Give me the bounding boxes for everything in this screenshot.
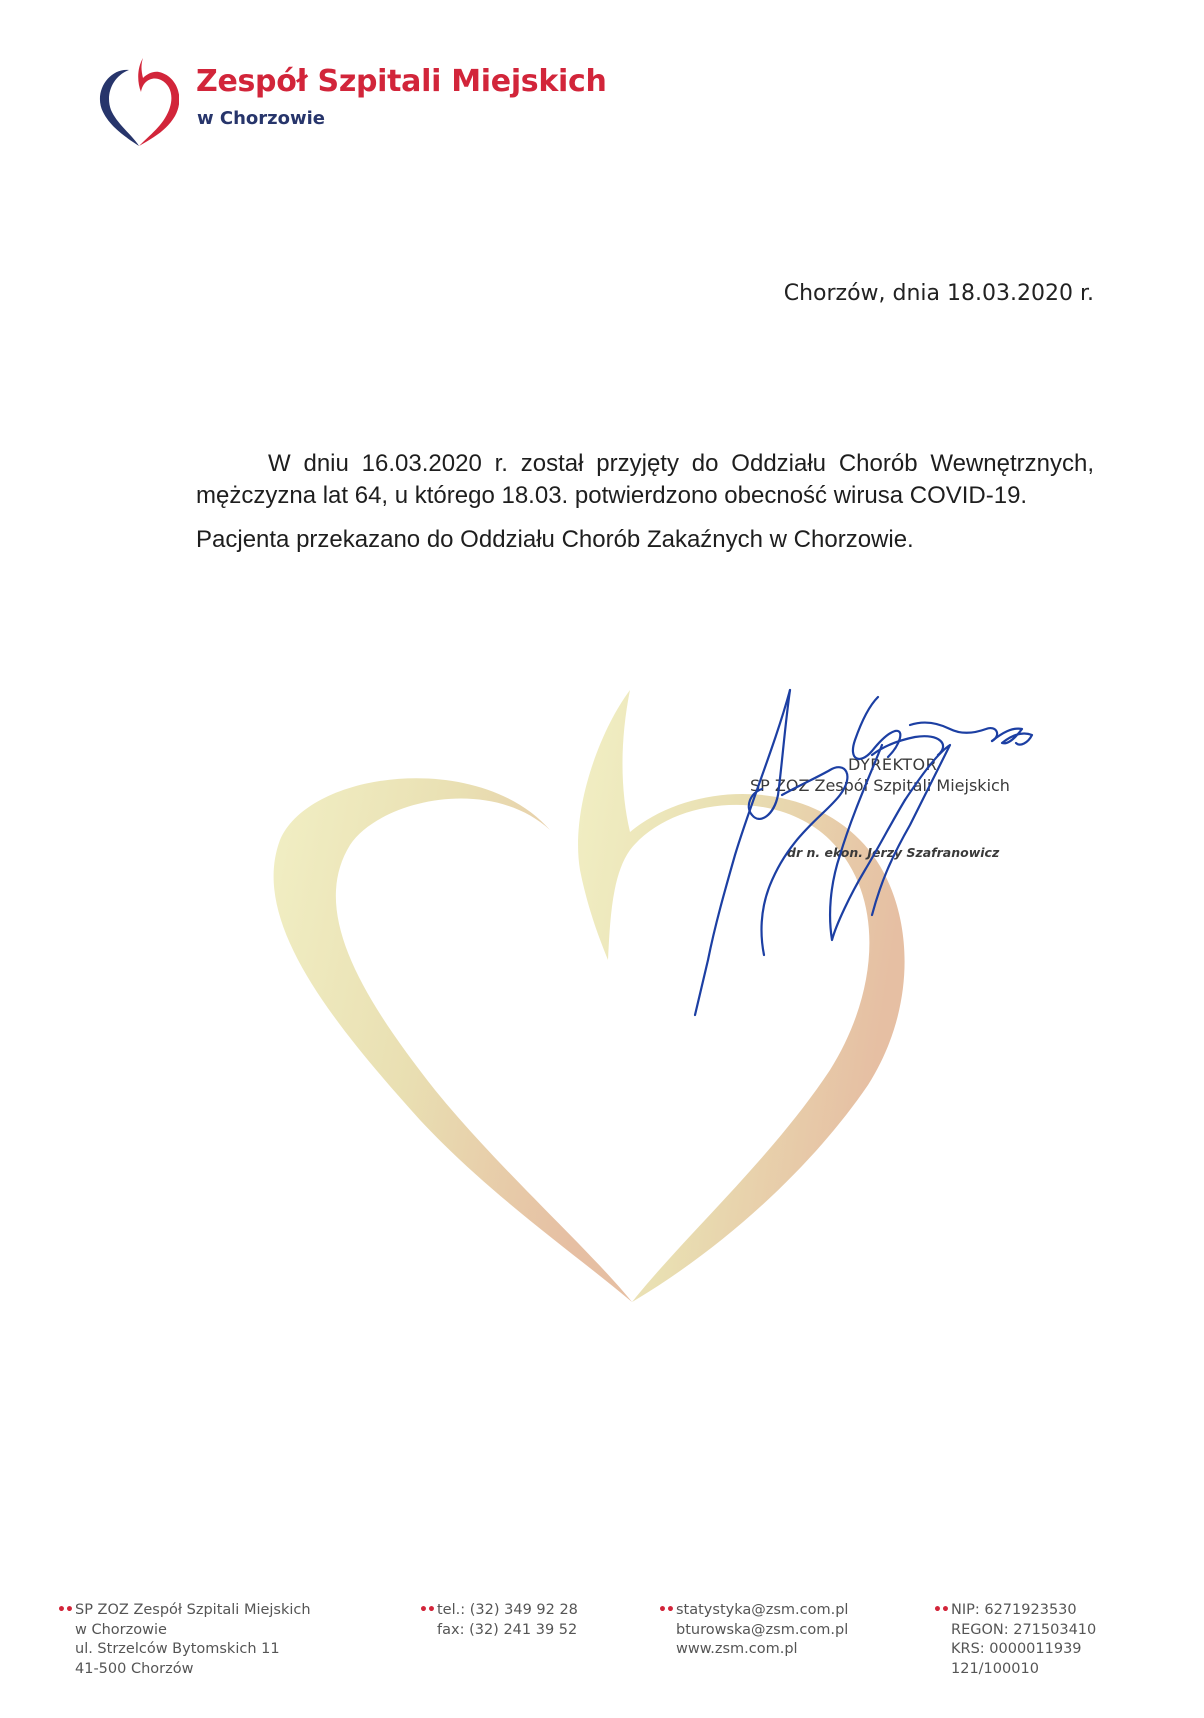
letter-body xyxy=(196,448,1094,556)
stamp-director-name: dr n. ekon. Jerzy Szafranowicz xyxy=(787,845,1000,860)
footer-address xyxy=(57,1601,311,1679)
stamp-title: DYREKTOR xyxy=(848,755,938,774)
footer-email-link[interactable]: bturowska@zsm.com.pl xyxy=(676,1621,849,1638)
footer-address-line: 41-500 Chorzów xyxy=(75,1660,194,1677)
stamp-organization: SP ZOZ Zespół Szpitali Miejskich xyxy=(750,776,1010,795)
letter-paragraph-1: W dniu 16.03.2020 r. został przyjęty do Oddziału Chorób Wewnętrznych, mężczyzna lat 64, u którego 18.03. potwierdzono obecność wirusa COVID-19. xyxy=(196,450,1094,509)
bullet-icon: •• xyxy=(933,1602,949,1618)
footer-nip: NIP: 6271923530 xyxy=(951,1602,1077,1618)
heart-logo-icon xyxy=(95,58,179,146)
footer-contacts xyxy=(658,1601,849,1660)
footer-fax: fax: (32) 241 39 52 xyxy=(437,1621,578,1638)
bullet-icon: •• xyxy=(658,1602,674,1618)
organization-name: Zespół Szpitali Miejskich xyxy=(196,64,607,99)
footer-regon: REGON: 271503410 xyxy=(951,1621,1097,1638)
footer-address-line: w Chorzowie xyxy=(75,1621,167,1638)
footer-krs: KRS: 0000011939 xyxy=(951,1641,1082,1657)
footer-email-link[interactable]: statystyka@zsm.com.pl xyxy=(676,1602,849,1618)
letter-paragraph-2: Pacjenta przekazano do Oddziału Chorób Zakaźnych w Chorzowie. xyxy=(196,526,914,553)
footer-registry xyxy=(933,1601,1097,1679)
footer-address-line: SP ZOZ Zespół Szpitali Miejskich xyxy=(75,1602,311,1618)
bullet-icon: •• xyxy=(57,1602,73,1618)
footer-registry-code: 121/100010 xyxy=(951,1660,1039,1677)
organization-city: w Chorzowie xyxy=(197,108,326,129)
footer-phone: tel.: (32) 349 92 28 xyxy=(437,1602,578,1618)
handwritten-signature xyxy=(690,685,1110,1045)
footer-phones xyxy=(419,1601,578,1640)
footer-address-line: ul. Strzelców Bytomskich 11 xyxy=(75,1641,280,1657)
footer-website-link[interactable]: www.zsm.com.pl xyxy=(676,1641,798,1657)
letter-date: Chorzów, dnia 18.03.2020 r. xyxy=(783,281,1094,306)
bullet-icon: •• xyxy=(419,1602,435,1618)
